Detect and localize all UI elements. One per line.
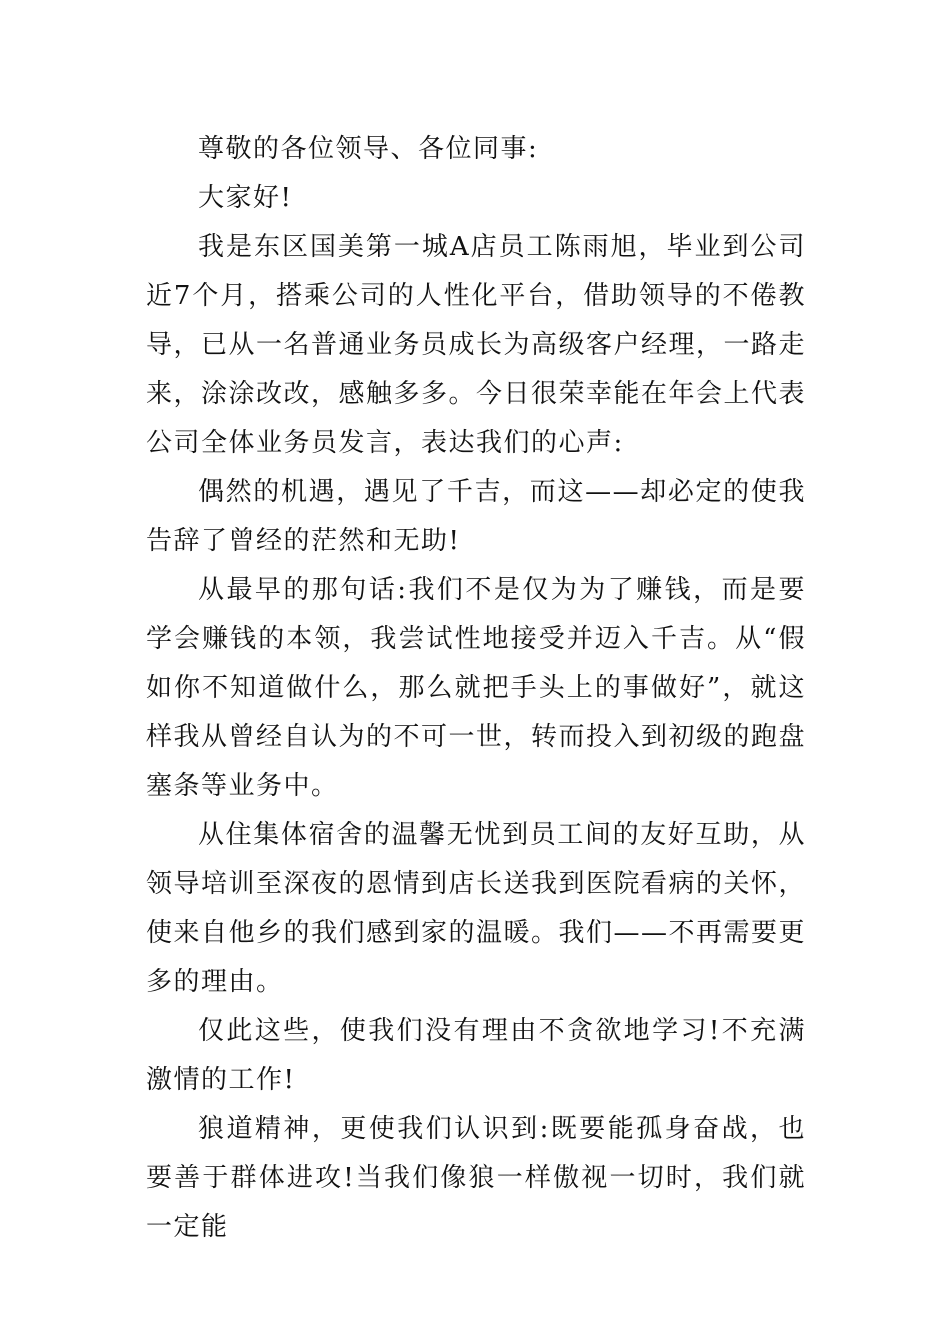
- paragraph-wolf-spirit: 狼道精神，更使我们认识到:既要能孤身奋战，也要善于群体进攻!当我们像狼一样傲视一切时，我们就一定能: [146, 1114, 806, 1242]
- paragraph-first-words: 从最早的那句话:我们不是仅为为了赚钱，而是要学会赚钱的本领，我尝试性地接受并迈入千吉。从“假如你不知道做什么，那么就把手头上的事做好”，就这样我从曾经自认为的不可一世，转而投入到初级的跑盘塞条等业务中。: [146, 575, 807, 801]
- paragraph-passion: 仅此这些，使我们没有理由不贪欲地学习!不充满激情的工作!: [146, 1016, 806, 1095]
- salutation: 尊敬的各位领导、各位同事:: [198, 134, 539, 164]
- greeting: 大家好!: [198, 183, 293, 213]
- paragraph-warmth: 从住集体宿舍的温馨无忧到员工间的友好互助，从领导培训至深夜的恩情到店长送我到医院看病的关怀，使来自他乡的我们感到家的温暖。我们——不再需要更多的理由。: [146, 820, 807, 997]
- paragraph-opportunity: 偶然的机遇，遇见了千吉，而这——却必定的使我告辞了曾经的茫然和无助!: [146, 477, 806, 556]
- document-body: [146, 125, 806, 1252]
- paragraph-introduction: 我是东区国美第一城A店员工陈雨旭，毕业到公司近7个月，搭乘公司的人性化平台，借助领导的不倦教导，已从一名普通业务员成长为高级客户经理，一路走来，涂涂改改，感触多多。今日很荣幸能在年会上代表公司全体业务员发言，表达我们的心声:: [146, 232, 807, 458]
